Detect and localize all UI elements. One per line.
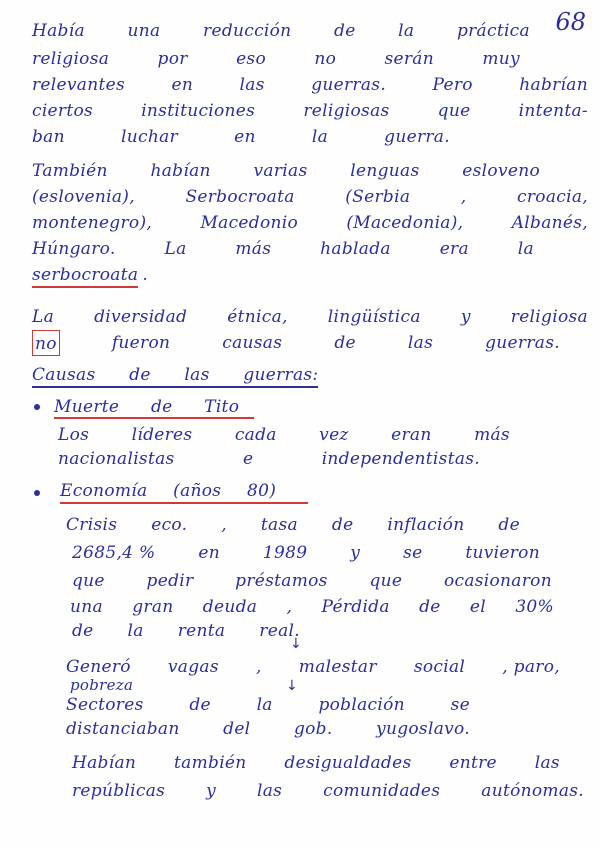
word: 1989 — [262, 543, 308, 563]
word: ban — [32, 127, 65, 147]
bullet-icon — [34, 490, 40, 496]
word: y — [460, 307, 471, 327]
word: independentistas. — [321, 449, 480, 469]
word: nacionalistas — [58, 449, 175, 469]
word: 2685,4 % — [72, 543, 156, 563]
word: y — [350, 543, 361, 563]
p1-line-5 — [32, 124, 450, 150]
word: eran — [391, 425, 432, 445]
page-number: 68 — [555, 8, 586, 36]
cause2-underline — [60, 502, 308, 504]
word: la — [311, 127, 329, 147]
p1-line-4 — [32, 98, 588, 124]
word: de — [498, 515, 520, 535]
p3-line-2 — [32, 330, 560, 356]
word: tasa — [260, 515, 298, 535]
word: de — [334, 21, 356, 41]
word: las — [407, 333, 434, 353]
word: , — [221, 515, 227, 535]
word: el — [469, 597, 487, 617]
word: desigualdades — [284, 753, 412, 773]
word: étnica, — [227, 307, 288, 327]
p3-line-1 — [32, 304, 588, 330]
word: era — [439, 239, 469, 259]
cause2-line-10 — [72, 750, 560, 776]
word: más — [235, 239, 272, 259]
p1-line-3 — [32, 72, 588, 98]
p2-line-3 — [32, 210, 588, 236]
word: relevantes — [32, 75, 125, 95]
word: varias — [253, 161, 308, 181]
word: Albanés, — [511, 213, 588, 233]
word: se — [403, 543, 423, 563]
word: la — [398, 21, 415, 41]
word: instituciones — [141, 101, 256, 121]
down-arrow-icon: ↓ — [290, 636, 302, 652]
word: de — [189, 695, 211, 715]
word: las — [239, 75, 265, 95]
word: croacia, — [517, 187, 588, 207]
word: También — [32, 161, 108, 181]
word: religiosa — [32, 49, 110, 69]
p2-line-4 — [32, 236, 534, 262]
word: Pero — [432, 75, 473, 95]
word: malestar — [298, 657, 377, 677]
word: . — [142, 265, 149, 285]
word: , — [460, 187, 467, 207]
word: La — [32, 307, 55, 327]
word: no — [314, 49, 337, 69]
cause2-line-3 — [72, 568, 552, 594]
word: lingüística — [327, 307, 421, 327]
word: en — [234, 127, 256, 147]
cause2-line-2 — [72, 540, 540, 566]
word: guerra. — [384, 127, 450, 147]
word: población — [318, 695, 405, 715]
word: vagas — [167, 657, 219, 677]
word: intenta- — [518, 101, 588, 121]
word: ciertos — [32, 101, 94, 121]
word: práctica — [456, 21, 530, 41]
word: Serbocroata — [185, 187, 295, 207]
word: pobreza — [70, 676, 134, 694]
word: La — [164, 239, 187, 259]
cause2-line-11 — [72, 778, 584, 804]
cause1-line-1 — [58, 422, 510, 448]
word: del — [223, 719, 251, 739]
word: hablada — [320, 239, 391, 259]
word: habían — [150, 161, 211, 181]
word: en — [171, 75, 194, 95]
word: distanciaban — [66, 719, 180, 739]
word: , — [286, 597, 293, 617]
word: (Macedonia), — [346, 213, 464, 233]
word: una — [127, 21, 161, 41]
word: la — [127, 621, 144, 641]
p2-line-5 — [32, 262, 588, 288]
word: (Serbia — [345, 187, 411, 207]
word: lenguas — [350, 161, 420, 181]
word: renta — [177, 621, 226, 641]
p1-line-2 — [32, 46, 520, 72]
word: que — [369, 571, 403, 591]
word: eso — [236, 49, 266, 69]
word: de — [419, 597, 441, 617]
word: y — [206, 781, 217, 801]
cause2-title-text: Economía (años 80) — [60, 481, 277, 501]
word: ocasionaron — [443, 571, 552, 591]
word: esloveno — [462, 161, 540, 181]
word: eco. — [151, 515, 188, 535]
word: por — [157, 49, 188, 69]
highlighted-term: serbocroata — [32, 262, 138, 288]
word: la — [517, 239, 534, 259]
word: yugoslavo. — [376, 719, 470, 739]
word: préstamos — [235, 571, 328, 591]
word: guerras. — [485, 333, 560, 353]
word: entre — [449, 753, 497, 773]
word: deuda — [202, 597, 258, 617]
word: Habían — [72, 753, 137, 773]
word: de — [334, 333, 356, 353]
word: Macedonio — [200, 213, 298, 233]
word: montenegro), — [32, 213, 153, 233]
causes-heading-text: Causas de las guerras: — [32, 362, 318, 388]
word: luchar — [121, 127, 178, 147]
word: reducción — [203, 21, 292, 41]
word: religiosas — [303, 101, 390, 121]
word: diversidad — [94, 307, 188, 327]
causes-heading — [32, 362, 588, 388]
word: gob. — [293, 719, 333, 739]
word: de — [331, 515, 354, 535]
word: e — [242, 449, 254, 469]
cause1-title-text: Muerte de Tito — [54, 397, 240, 417]
word: pedir — [146, 571, 194, 591]
word: real. — [259, 621, 300, 641]
word: , — [255, 657, 262, 677]
cause2-line-8 — [66, 692, 470, 718]
word: comunidades — [323, 781, 441, 801]
word: serán — [384, 49, 434, 69]
word: causas — [222, 333, 283, 353]
p2-line-2 — [32, 184, 588, 210]
word: las — [534, 753, 560, 773]
word: tuvieron — [465, 543, 540, 563]
boxed-word-no: no — [32, 330, 60, 356]
word: autónomas. — [481, 781, 584, 801]
cause2-title — [60, 478, 588, 504]
word: habrían — [519, 75, 588, 95]
word: las — [256, 781, 283, 801]
word: una — [70, 597, 103, 617]
word: gran — [132, 597, 174, 617]
word: 30% — [515, 597, 554, 617]
word: Había — [32, 21, 85, 41]
word: se — [450, 695, 470, 715]
word: social — [413, 657, 466, 677]
down-arrow-icon: ↓ — [286, 678, 298, 694]
word: guerras. — [311, 75, 387, 95]
word: líderes — [131, 425, 193, 445]
word: inflación — [387, 515, 465, 535]
word: Sectores — [66, 695, 144, 715]
p2-line-1 — [32, 158, 540, 184]
word: más — [474, 425, 510, 445]
word: la — [256, 695, 273, 715]
word: (eslovenia), — [32, 187, 135, 207]
cause2-line-4 — [70, 594, 554, 620]
cause2-line-9 — [66, 716, 470, 742]
word: Pérdida — [321, 597, 390, 617]
word: Húngaro. — [32, 239, 116, 259]
word: , paro, — [502, 657, 560, 677]
word: muy — [482, 49, 520, 69]
word: que — [437, 101, 471, 121]
word: vez — [319, 425, 349, 445]
cause2-line-1 — [66, 512, 520, 538]
word: Los — [58, 425, 90, 445]
p1-line-1 — [32, 18, 530, 44]
word: repúblicas — [72, 781, 166, 801]
word: Crisis — [66, 515, 118, 535]
word: fueron — [111, 333, 171, 353]
word: religiosa — [510, 307, 588, 327]
word: en — [198, 543, 220, 563]
cause1-underline — [54, 417, 254, 419]
bullet-icon — [34, 404, 40, 410]
word: Generó — [66, 657, 131, 677]
word: cada — [234, 425, 277, 445]
cause1-line-2 — [58, 446, 480, 472]
word: que — [72, 571, 105, 591]
word: de — [72, 621, 94, 641]
word: también — [174, 753, 247, 773]
cause2-line-5 — [72, 618, 300, 644]
